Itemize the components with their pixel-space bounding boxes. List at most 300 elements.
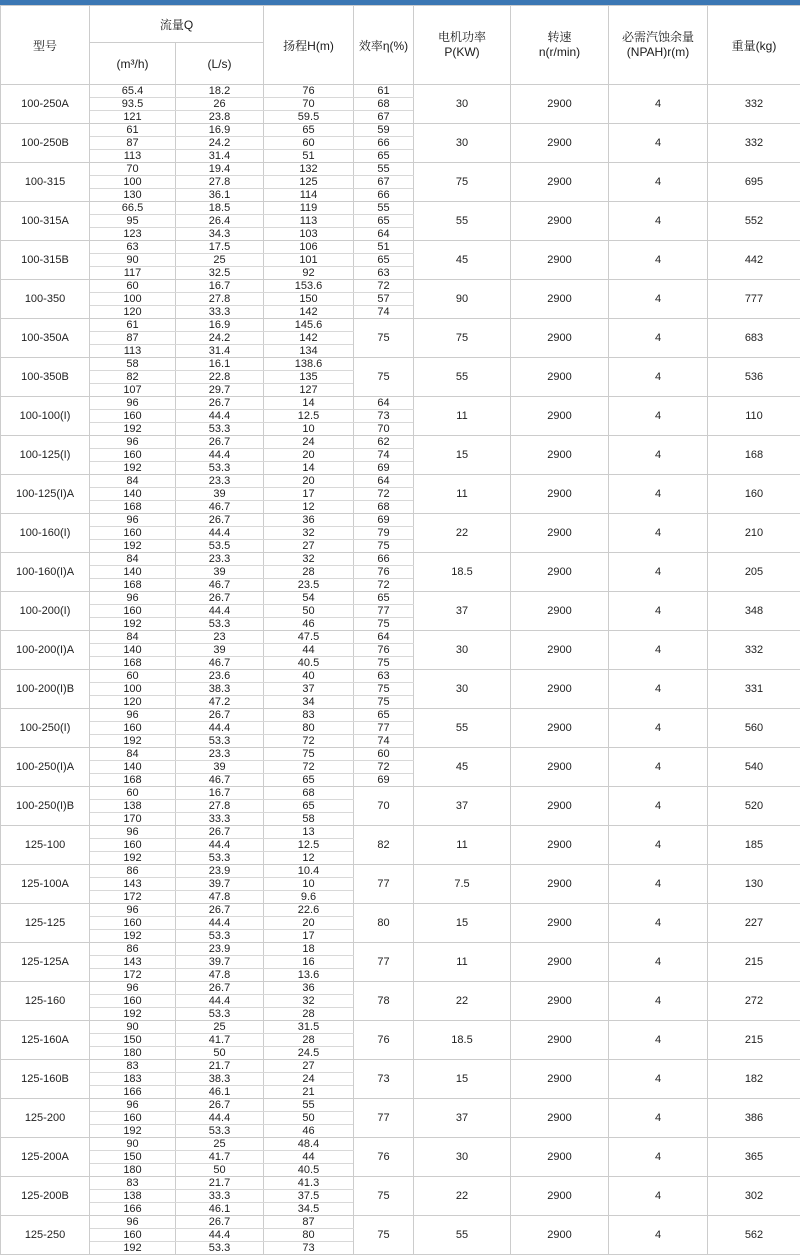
flow-ls-cell: 53.3 — [176, 1242, 264, 1255]
npsh-cell: 4 — [609, 85, 708, 124]
flow-m3h-cell: 160 — [90, 1112, 176, 1125]
head-cell: 24 — [264, 1073, 354, 1086]
npsh-cell: 4 — [609, 1138, 708, 1177]
speed-cell: 2900 — [511, 514, 609, 553]
efficiency-cell: 60 — [354, 748, 414, 761]
efficiency-cell: 75 — [354, 618, 414, 631]
head-cell: 80 — [264, 1229, 354, 1242]
flow-ls-cell: 44.4 — [176, 722, 264, 735]
flow-m3h-cell: 180 — [90, 1164, 176, 1177]
flow-ls-cell: 44.4 — [176, 410, 264, 423]
efficiency-cell: 55 — [354, 163, 414, 176]
flow-m3h-cell: 140 — [90, 761, 176, 774]
flow-ls-cell: 44.4 — [176, 1229, 264, 1242]
head-cell: 13 — [264, 826, 354, 839]
head-cell: 17 — [264, 488, 354, 501]
head-cell: 76 — [264, 85, 354, 98]
flow-m3h-cell: 84 — [90, 553, 176, 566]
flow-m3h-cell: 160 — [90, 527, 176, 540]
speed-cell: 2900 — [511, 241, 609, 280]
head-cell: 12 — [264, 501, 354, 514]
flow-ls-cell: 23.6 — [176, 670, 264, 683]
head-cell: 27 — [264, 1060, 354, 1073]
model-cell: 100-200(I) — [1, 592, 90, 631]
power-cell: 55 — [414, 358, 511, 397]
weight-cell: 272 — [708, 982, 800, 1021]
flow-m3h-cell: 96 — [90, 1216, 176, 1229]
efficiency-cell: 76 — [354, 1138, 414, 1177]
efficiency-cell: 76 — [354, 644, 414, 657]
head-cell: 14 — [264, 462, 354, 475]
header-power — [414, 6, 511, 85]
head-cell: 17 — [264, 930, 354, 943]
power-cell: 22 — [414, 982, 511, 1021]
efficiency-cell: 77 — [354, 722, 414, 735]
table-row — [1, 85, 800, 98]
npsh-cell: 4 — [609, 1060, 708, 1099]
header-npsh-line1: 必需汽蚀余量 — [621, 30, 694, 44]
flow-ls-cell: 17.5 — [176, 241, 264, 254]
flow-m3h-cell: 100 — [90, 176, 176, 189]
head-cell: 37 — [264, 683, 354, 696]
table-row — [1, 1177, 800, 1190]
flow-m3h-cell: 160 — [90, 410, 176, 423]
flow-ls-cell: 39.7 — [176, 956, 264, 969]
npsh-cell: 4 — [609, 592, 708, 631]
head-cell: 103 — [264, 228, 354, 241]
model-cell: 100-350 — [1, 280, 90, 319]
head-cell: 87 — [264, 1216, 354, 1229]
flow-ls-cell: 38.3 — [176, 683, 264, 696]
flow-ls-cell: 39 — [176, 488, 264, 501]
efficiency-cell: 64 — [354, 228, 414, 241]
header-flow-ls: (L/s) — [176, 43, 264, 85]
efficiency-cell: 68 — [354, 501, 414, 514]
head-cell: 10 — [264, 423, 354, 436]
head-cell: 20 — [264, 475, 354, 488]
head-cell: 142 — [264, 332, 354, 345]
power-cell: 30 — [414, 1138, 511, 1177]
flow-m3h-cell: 84 — [90, 631, 176, 644]
efficiency-cell: 79 — [354, 527, 414, 540]
flow-m3h-cell: 93.5 — [90, 98, 176, 111]
flow-ls-cell: 53.3 — [176, 930, 264, 943]
table-header — [1, 6, 800, 85]
head-cell: 9.6 — [264, 891, 354, 904]
power-cell: 45 — [414, 748, 511, 787]
head-cell: 70 — [264, 98, 354, 111]
flow-m3h-cell: 90 — [90, 1138, 176, 1151]
flow-ls-cell: 24.2 — [176, 332, 264, 345]
efficiency-cell: 70 — [354, 787, 414, 826]
flow-ls-cell: 23.8 — [176, 111, 264, 124]
npsh-cell: 4 — [609, 1021, 708, 1060]
head-cell: 134 — [264, 345, 354, 358]
model-cell: 125-250 — [1, 1216, 90, 1255]
head-cell: 12.5 — [264, 839, 354, 852]
flow-ls-cell: 33.3 — [176, 813, 264, 826]
table-row — [1, 202, 800, 215]
flow-ls-cell: 46.1 — [176, 1203, 264, 1216]
weight-cell: 110 — [708, 397, 800, 436]
efficiency-cell: 57 — [354, 293, 414, 306]
flow-m3h-cell: 86 — [90, 865, 176, 878]
head-cell: 37.5 — [264, 1190, 354, 1203]
npsh-cell: 4 — [609, 1177, 708, 1216]
flow-ls-cell: 23.9 — [176, 943, 264, 956]
weight-cell: 215 — [708, 1021, 800, 1060]
table-row — [1, 982, 800, 995]
table-row — [1, 514, 800, 527]
flow-ls-cell: 26.7 — [176, 1099, 264, 1112]
flow-ls-cell: 53.3 — [176, 423, 264, 436]
efficiency-cell: 75 — [354, 540, 414, 553]
flow-m3h-cell: 168 — [90, 579, 176, 592]
efficiency-cell: 72 — [354, 761, 414, 774]
flow-ls-cell: 27.8 — [176, 176, 264, 189]
flow-m3h-cell: 95 — [90, 215, 176, 228]
head-cell: 135 — [264, 371, 354, 384]
efficiency-cell: 64 — [354, 397, 414, 410]
table-row — [1, 943, 800, 956]
head-cell: 40 — [264, 670, 354, 683]
flow-ls-cell: 24.2 — [176, 137, 264, 150]
flow-m3h-cell: 140 — [90, 566, 176, 579]
flow-m3h-cell: 192 — [90, 540, 176, 553]
npsh-cell: 4 — [609, 787, 708, 826]
head-cell: 34 — [264, 696, 354, 709]
npsh-cell: 4 — [609, 319, 708, 358]
flow-m3h-cell: 87 — [90, 332, 176, 345]
table-row — [1, 397, 800, 410]
header-speed-line1: 转速 — [547, 30, 572, 44]
head-cell: 127 — [264, 384, 354, 397]
flow-ls-cell: 50 — [176, 1164, 264, 1177]
head-cell: 153.6 — [264, 280, 354, 293]
speed-cell: 2900 — [511, 1060, 609, 1099]
flow-m3h-cell: 83 — [90, 1060, 176, 1073]
model-cell: 125-160B — [1, 1060, 90, 1099]
npsh-cell: 4 — [609, 475, 708, 514]
flow-ls-cell: 26.7 — [176, 397, 264, 410]
flow-ls-cell: 39.7 — [176, 878, 264, 891]
efficiency-cell: 51 — [354, 241, 414, 254]
power-cell: 90 — [414, 280, 511, 319]
flow-m3h-cell: 168 — [90, 501, 176, 514]
npsh-cell: 4 — [609, 553, 708, 592]
weight-cell: 520 — [708, 787, 800, 826]
flow-ls-cell: 39 — [176, 761, 264, 774]
flow-m3h-cell: 61 — [90, 124, 176, 137]
flow-m3h-cell: 143 — [90, 878, 176, 891]
head-cell: 20 — [264, 917, 354, 930]
flow-ls-cell: 16.9 — [176, 124, 264, 137]
header-power-line1: 电机功率 — [437, 30, 486, 44]
efficiency-cell: 65 — [354, 150, 414, 163]
flow-ls-cell: 53.3 — [176, 1008, 264, 1021]
power-cell: 18.5 — [414, 553, 511, 592]
head-cell: 65 — [264, 800, 354, 813]
efficiency-cell: 66 — [354, 137, 414, 150]
speed-cell: 2900 — [511, 475, 609, 514]
model-cell: 100-250(I)A — [1, 748, 90, 787]
flow-ls-cell: 53.5 — [176, 540, 264, 553]
flow-m3h-cell: 96 — [90, 904, 176, 917]
efficiency-cell: 62 — [354, 436, 414, 449]
flow-ls-cell: 25 — [176, 1138, 264, 1151]
efficiency-cell: 75 — [354, 358, 414, 397]
flow-ls-cell: 47.2 — [176, 696, 264, 709]
weight-cell: 348 — [708, 592, 800, 631]
flow-m3h-cell: 113 — [90, 345, 176, 358]
npsh-cell: 4 — [609, 397, 708, 436]
model-cell: 100-315A — [1, 202, 90, 241]
weight-cell: 302 — [708, 1177, 800, 1216]
head-cell: 46 — [264, 618, 354, 631]
flow-m3h-cell: 96 — [90, 592, 176, 605]
table-row — [1, 709, 800, 722]
head-cell: 10 — [264, 878, 354, 891]
flow-ls-cell: 36.1 — [176, 189, 264, 202]
efficiency-cell: 59 — [354, 124, 414, 137]
flow-m3h-cell: 140 — [90, 488, 176, 501]
speed-cell: 2900 — [511, 319, 609, 358]
flow-ls-cell: 31.4 — [176, 150, 264, 163]
flow-ls-cell: 16.9 — [176, 319, 264, 332]
flow-m3h-cell: 143 — [90, 956, 176, 969]
flow-m3h-cell: 60 — [90, 670, 176, 683]
flow-ls-cell: 44.4 — [176, 527, 264, 540]
flow-m3h-cell: 83 — [90, 1177, 176, 1190]
table-row — [1, 1099, 800, 1112]
flow-ls-cell: 18.2 — [176, 85, 264, 98]
flow-ls-cell: 33.3 — [176, 306, 264, 319]
flow-m3h-cell: 160 — [90, 722, 176, 735]
npsh-cell: 4 — [609, 631, 708, 670]
efficiency-cell: 75 — [354, 1177, 414, 1216]
power-cell: 75 — [414, 163, 511, 202]
head-cell: 65 — [264, 124, 354, 137]
power-cell: 7.5 — [414, 865, 511, 904]
model-cell: 125-125 — [1, 904, 90, 943]
flow-m3h-cell: 192 — [90, 735, 176, 748]
power-cell: 55 — [414, 1216, 511, 1255]
table-row — [1, 358, 800, 371]
power-cell: 55 — [414, 202, 511, 241]
flow-m3h-cell: 113 — [90, 150, 176, 163]
flow-m3h-cell: 100 — [90, 293, 176, 306]
model-cell: 100-160(I)A — [1, 553, 90, 592]
flow-ls-cell: 23.3 — [176, 475, 264, 488]
flow-ls-cell: 38.3 — [176, 1073, 264, 1086]
flow-ls-cell: 34.3 — [176, 228, 264, 241]
power-cell: 37 — [414, 787, 511, 826]
flow-m3h-cell: 123 — [90, 228, 176, 241]
npsh-cell: 4 — [609, 436, 708, 475]
flow-m3h-cell: 100 — [90, 683, 176, 696]
flow-m3h-cell: 166 — [90, 1203, 176, 1216]
weight-cell: 695 — [708, 163, 800, 202]
head-cell: 138.6 — [264, 358, 354, 371]
efficiency-cell: 76 — [354, 566, 414, 579]
head-cell: 40.5 — [264, 657, 354, 670]
flow-m3h-cell: 180 — [90, 1047, 176, 1060]
speed-cell: 2900 — [511, 631, 609, 670]
table-row — [1, 475, 800, 488]
weight-cell: 182 — [708, 1060, 800, 1099]
flow-m3h-cell: 60 — [90, 787, 176, 800]
flow-m3h-cell: 63 — [90, 241, 176, 254]
header-head: 扬程H(m) — [264, 6, 354, 85]
power-cell: 30 — [414, 85, 511, 124]
table-row — [1, 670, 800, 683]
efficiency-cell: 69 — [354, 514, 414, 527]
power-cell: 22 — [414, 514, 511, 553]
model-cell: 125-160A — [1, 1021, 90, 1060]
flow-m3h-cell: 96 — [90, 1099, 176, 1112]
flow-m3h-cell: 96 — [90, 709, 176, 722]
model-cell: 100-350B — [1, 358, 90, 397]
head-cell: 32 — [264, 995, 354, 1008]
table-row — [1, 1060, 800, 1073]
header-npsh — [609, 6, 708, 85]
speed-cell: 2900 — [511, 202, 609, 241]
npsh-cell: 4 — [609, 202, 708, 241]
flow-m3h-cell: 107 — [90, 384, 176, 397]
flow-ls-cell: 26.7 — [176, 592, 264, 605]
flow-m3h-cell: 96 — [90, 436, 176, 449]
flow-m3h-cell: 192 — [90, 1125, 176, 1138]
speed-cell: 2900 — [511, 904, 609, 943]
flow-ls-cell: 39 — [176, 644, 264, 657]
head-cell: 119 — [264, 202, 354, 215]
head-cell: 68 — [264, 787, 354, 800]
head-cell: 50 — [264, 605, 354, 618]
weight-cell: 331 — [708, 670, 800, 709]
flow-m3h-cell: 172 — [90, 969, 176, 982]
table-row — [1, 553, 800, 566]
model-cell: 125-100A — [1, 865, 90, 904]
table-row — [1, 787, 800, 800]
speed-cell: 2900 — [511, 163, 609, 202]
npsh-cell: 4 — [609, 982, 708, 1021]
power-cell: 30 — [414, 670, 511, 709]
power-cell: 15 — [414, 1060, 511, 1099]
flow-ls-cell: 41.7 — [176, 1151, 264, 1164]
weight-cell: 562 — [708, 1216, 800, 1255]
model-cell: 100-200(I)B — [1, 670, 90, 709]
weight-cell: 227 — [708, 904, 800, 943]
head-cell: 20 — [264, 449, 354, 462]
flow-m3h-cell: 160 — [90, 605, 176, 618]
model-cell: 125-125A — [1, 943, 90, 982]
flow-ls-cell: 26.7 — [176, 514, 264, 527]
header-row-top — [1, 6, 800, 43]
table-row — [1, 436, 800, 449]
head-cell: 13.6 — [264, 969, 354, 982]
flow-ls-cell: 29.7 — [176, 384, 264, 397]
model-cell: 100-250(I)B — [1, 787, 90, 826]
head-cell: 28 — [264, 1008, 354, 1021]
head-cell: 12.5 — [264, 410, 354, 423]
head-cell: 41.3 — [264, 1177, 354, 1190]
head-cell: 51 — [264, 150, 354, 163]
flow-ls-cell: 32.5 — [176, 267, 264, 280]
efficiency-cell: 75 — [354, 696, 414, 709]
npsh-cell: 4 — [609, 943, 708, 982]
weight-cell: 168 — [708, 436, 800, 475]
efficiency-cell: 77 — [354, 1099, 414, 1138]
weight-cell: 130 — [708, 865, 800, 904]
npsh-cell: 4 — [609, 748, 708, 787]
flow-ls-cell: 16.7 — [176, 787, 264, 800]
header-npsh-line2: (NPAH)r(m) — [626, 45, 690, 59]
flow-ls-cell: 21.7 — [176, 1177, 264, 1190]
efficiency-cell: 64 — [354, 475, 414, 488]
model-cell: 100-125(I)A — [1, 475, 90, 514]
flow-m3h-cell: 140 — [90, 644, 176, 657]
efficiency-cell: 73 — [354, 1060, 414, 1099]
table-row — [1, 1216, 800, 1229]
flow-m3h-cell: 120 — [90, 696, 176, 709]
flow-ls-cell: 26.4 — [176, 215, 264, 228]
weight-cell: 332 — [708, 631, 800, 670]
flow-m3h-cell: 138 — [90, 1190, 176, 1203]
head-cell: 14 — [264, 397, 354, 410]
efficiency-cell: 65 — [354, 592, 414, 605]
flow-m3h-cell: 160 — [90, 1229, 176, 1242]
flow-ls-cell: 26.7 — [176, 1216, 264, 1229]
npsh-cell: 4 — [609, 280, 708, 319]
head-cell: 32 — [264, 527, 354, 540]
flow-ls-cell: 44.4 — [176, 917, 264, 930]
flow-ls-cell: 23.9 — [176, 865, 264, 878]
flow-ls-cell: 50 — [176, 1047, 264, 1060]
table-row — [1, 1021, 800, 1034]
flow-m3h-cell: 60 — [90, 280, 176, 293]
efficiency-cell: 69 — [354, 462, 414, 475]
weight-cell: 777 — [708, 280, 800, 319]
head-cell: 44 — [264, 1151, 354, 1164]
efficiency-cell: 72 — [354, 488, 414, 501]
head-cell: 44 — [264, 644, 354, 657]
model-cell: 125-200 — [1, 1099, 90, 1138]
weight-cell: 332 — [708, 85, 800, 124]
head-cell: 132 — [264, 163, 354, 176]
flow-m3h-cell: 192 — [90, 423, 176, 436]
head-cell: 27 — [264, 540, 354, 553]
npsh-cell: 4 — [609, 124, 708, 163]
table-row — [1, 748, 800, 761]
flow-ls-cell: 53.3 — [176, 852, 264, 865]
flow-m3h-cell: 96 — [90, 982, 176, 995]
efficiency-cell: 78 — [354, 982, 414, 1021]
efficiency-cell: 74 — [354, 735, 414, 748]
weight-cell: 332 — [708, 124, 800, 163]
head-cell: 75 — [264, 748, 354, 761]
flow-ls-cell: 26.7 — [176, 904, 264, 917]
head-cell: 101 — [264, 254, 354, 267]
flow-ls-cell: 46.7 — [176, 501, 264, 514]
flow-ls-cell: 26 — [176, 98, 264, 111]
head-cell: 92 — [264, 267, 354, 280]
power-cell: 11 — [414, 397, 511, 436]
head-cell: 73 — [264, 1242, 354, 1255]
efficiency-cell: 64 — [354, 631, 414, 644]
flow-ls-cell: 53.3 — [176, 735, 264, 748]
flow-ls-cell: 16.1 — [176, 358, 264, 371]
power-cell: 15 — [414, 436, 511, 475]
